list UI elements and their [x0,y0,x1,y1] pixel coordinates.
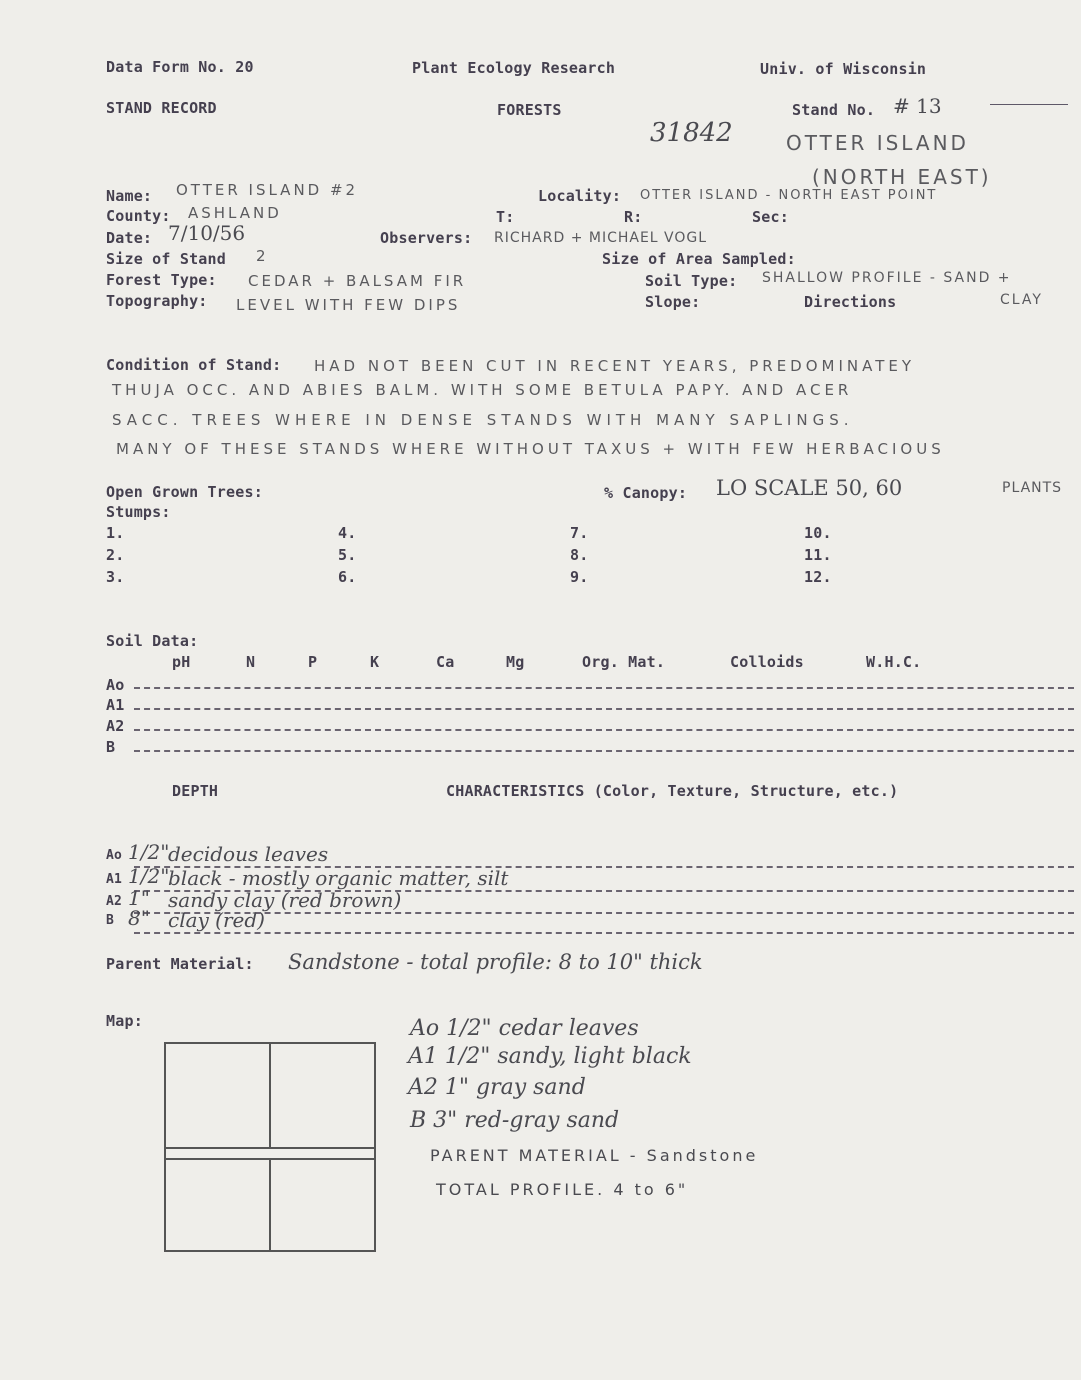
condition-line-2: THUJA OCC. AND ABIES BALM. WITH SOME BETULA PAPY. AND ACER [112,381,853,399]
condition-line-1: HAD NOT BEEN CUT IN RECENT YEARS, PREDOMINATEY [314,357,916,375]
forest-type-value: CEDAR + BALSAM FIR [248,272,467,290]
location-note-2: (NORTH EAST) [812,165,992,189]
map-note-1: Ao 1/2" cedar leaves [410,1016,639,1041]
county-label: County: [106,207,171,225]
row-ao: Ao [106,676,125,694]
stump-5: 5. [338,546,357,564]
research-title: Plant Ecology Research [412,59,616,77]
soil-row-line [134,750,1074,752]
map-note-6: TOTAL PROFILE. 4 to 6" [436,1180,689,1199]
horizon-line [134,932,1074,934]
soil-type-label: Soil Type: [645,272,738,290]
depth-label: DEPTH [172,782,219,800]
horizon-a1-desc: black - mostly organic matter, silt [168,866,509,890]
map-note-4: B 3" red-gray sand [410,1108,620,1133]
forest-type-label: Forest Type: [106,271,217,289]
range-label: R: [624,208,643,226]
observers-value: RICHARD + MICHAEL VOGL [494,230,708,246]
soil-row-line [134,708,1074,710]
topography-label: Topography: [106,292,208,310]
horizon-a2-depth: 1" [128,886,150,910]
col-mg: Mg [506,653,525,671]
slope-label: Slope: [645,293,701,311]
stump-1: 1. [106,524,125,542]
record-title: STAND RECORD [106,99,217,117]
horizon-line [134,912,1074,914]
horizon-a2-code: A2 [106,894,123,909]
map-note-5: PARENT MATERIAL - Sandstone [430,1146,759,1165]
size-of-stand-label: Size of Stand [106,250,226,268]
soil-row-line [134,729,1074,731]
observers-label: Observers: [380,229,473,247]
stump-7: 7. [570,524,589,542]
map-note-3: A2 1" gray sand [408,1075,586,1100]
date-value: 7/10/56 [168,221,246,245]
form-number: Data Form No. 20 [106,58,254,76]
county-value: ASHLAND [188,204,282,222]
horizon-a1-depth: 1/2" [128,864,170,888]
col-org-mat: Org. Mat. [582,653,666,671]
col-p: P [308,653,318,671]
parent-material-value: Sandstone - total profile: 8 to 10" thick [288,950,703,974]
col-k: K [370,653,380,671]
stump-8: 8. [570,546,589,564]
condition-line-4-end: PLANTS [1002,480,1063,496]
row-b: B [106,738,116,756]
canopy-value: LO SCALE 50, 60 [716,476,903,500]
directions-label: Directions [804,293,897,311]
stump-12: 12. [804,568,832,586]
row-a1: A1 [106,696,125,714]
open-grown-label: Open Grown Trees: [106,483,263,501]
stand-number-line [990,104,1068,105]
university: Univ. of Wisconsin [760,60,927,78]
horizon-b-code: B [106,913,115,928]
col-ph: pH [172,653,191,671]
condition-line-3: SACC. TREES WHERE IN DENSE STANDS WITH MANY SAPLINGS. [112,411,854,429]
parent-material-label: Parent Material: [106,955,254,973]
category-title: FORESTS [497,101,562,119]
stump-10: 10. [804,524,832,542]
stumps-label: Stumps: [106,503,171,521]
horizon-b-desc: clay (red) [168,908,265,932]
horizon-a2-desc: sandy clay (red brown) [168,888,402,912]
size-area-label: Size of Area Sampled: [602,250,796,268]
name-value: OTTER ISLAND #2 [176,181,359,199]
locality-label: Locality: [538,187,622,205]
horizon-ao-depth: 1/2" [128,840,170,864]
soil-row-line [134,687,1074,689]
map-label: Map: [106,1012,143,1030]
section-label: Sec: [752,208,789,226]
stand-map [164,1042,376,1252]
col-n: N [246,653,256,671]
horizon-a1-code: A1 [106,872,123,887]
stump-9: 9. [570,568,589,586]
topography-value: LEVEL WITH FEW DIPS [236,296,461,314]
canopy-label: % Canopy: [604,484,688,502]
date-label: Date: [106,229,153,247]
horizon-ao-code: Ao [106,848,123,863]
map-note-2: A1 1/2" sandy, light black [408,1044,692,1069]
locality-value: OTTER ISLAND - NORTH EAST POINT [640,188,938,203]
soil-type-value: SHALLOW PROFILE - SAND + [762,270,1012,286]
stump-6: 6. [338,568,357,586]
row-a2: A2 [106,717,125,735]
col-ca: Ca [436,653,455,671]
stump-4: 4. [338,524,357,542]
horizon-b-depth: 8" [128,906,150,930]
col-colloids: Colloids [730,653,804,671]
characteristics-label: CHARACTERISTICS (Color, Texture, Structure, etc.) [446,782,899,800]
stand-number-label: Stand No. [792,101,876,119]
stump-3: 3. [106,568,125,586]
soil-data-label: Soil Data: [106,632,199,650]
stand-number-value: # 13 [893,94,942,118]
township-label: T: [496,208,515,226]
catalog-number: 31842 [650,118,733,148]
soil-type-value-2: CLAY [1000,292,1043,308]
stump-2: 2. [106,546,125,564]
location-note-1: OTTER ISLAND [786,131,969,155]
condition-line-4: MANY OF THESE STANDS WHERE WITHOUT TAXUS + WITH FEW HERBACIOUS [116,440,945,458]
size-of-stand-value: 2 [256,247,269,265]
horizon-ao-desc: decidous leaves [168,842,329,866]
stump-11: 11. [804,546,832,564]
condition-label: Condition of Stand: [106,356,282,374]
col-whc: W.H.C. [866,653,922,671]
name-label: Name: [106,187,153,205]
